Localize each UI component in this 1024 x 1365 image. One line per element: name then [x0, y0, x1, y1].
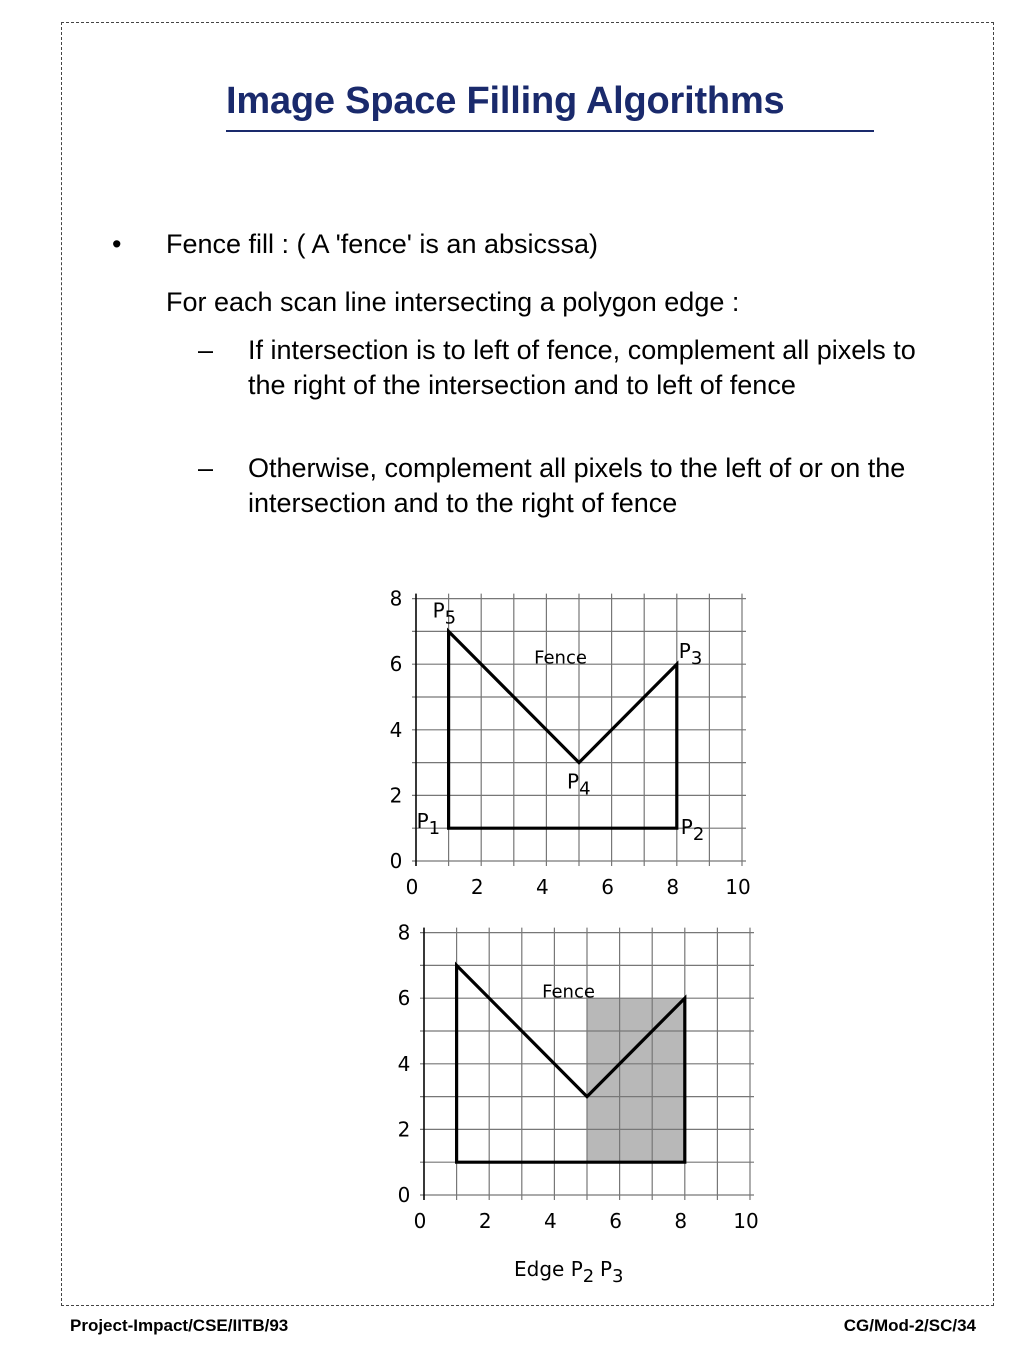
vertex-label-p5: P5	[432, 598, 457, 629]
x-tick-label: 2	[478, 1209, 492, 1233]
sub-bullet-left-of-fence: If intersection is to left of fence, complement all pixels to the right of the intersection and to left of fence	[248, 335, 916, 400]
scan-line-intro: For each scan line intersecting a polygon edge :	[166, 287, 740, 317]
fence-label: Fence	[534, 647, 587, 669]
y-tick-label: 2	[389, 783, 403, 808]
x-tick-label: 4	[544, 1209, 557, 1233]
y-tick-label: 6	[389, 652, 403, 677]
x-tick-label: 2	[470, 875, 484, 899]
x-tick-label: 8	[666, 875, 680, 899]
edge-caption: Edge P2 P3	[514, 1257, 624, 1287]
sub-bullet-otherwise: Otherwise, complement all pixels to the left of or on the intersection and to the right of fence	[248, 453, 906, 518]
y-tick-label: 0	[397, 1183, 411, 1207]
sub-bullet-dash-2: –	[198, 453, 214, 483]
y-tick-label: 6	[397, 986, 411, 1011]
y-tick-label: 0	[389, 849, 403, 873]
vertex-label-p1: P1	[416, 809, 441, 840]
x-tick-label: 4	[536, 875, 549, 899]
x-tick-label: 8	[674, 1209, 688, 1233]
x-tick-label: 0	[413, 1209, 427, 1233]
y-tick-label: 4	[397, 1051, 411, 1076]
y-tick-label: 8	[397, 920, 411, 945]
x-tick-label: 6	[601, 875, 614, 899]
sub-bullet-dash-1: –	[198, 335, 214, 365]
x-tick-label: 6	[609, 1209, 622, 1233]
vertex-label-p2: P2	[680, 815, 705, 846]
y-tick-label: 2	[397, 1117, 411, 1142]
footer-left: Project-Impact/CSE/IITB/93	[70, 1316, 289, 1335]
x-tick-label: 10	[733, 1209, 759, 1233]
footer-right: CG/Mod-2/SC/34	[843, 1316, 976, 1335]
bullet-dot: •	[112, 229, 122, 259]
slide-title: Image Space Filling Algorithms	[226, 80, 785, 122]
fence-label: Fence	[542, 981, 595, 1003]
vertex-label-p3: P3	[678, 639, 703, 670]
y-tick-label: 8	[389, 586, 403, 611]
x-tick-label: 0	[405, 875, 419, 899]
bullet-fence-fill: Fence fill : ( A 'fence' is an absicssa)	[166, 229, 598, 259]
vertex-label-p4: P4	[567, 769, 591, 800]
y-tick-label: 4	[389, 717, 403, 742]
x-tick-label: 10	[725, 875, 751, 899]
